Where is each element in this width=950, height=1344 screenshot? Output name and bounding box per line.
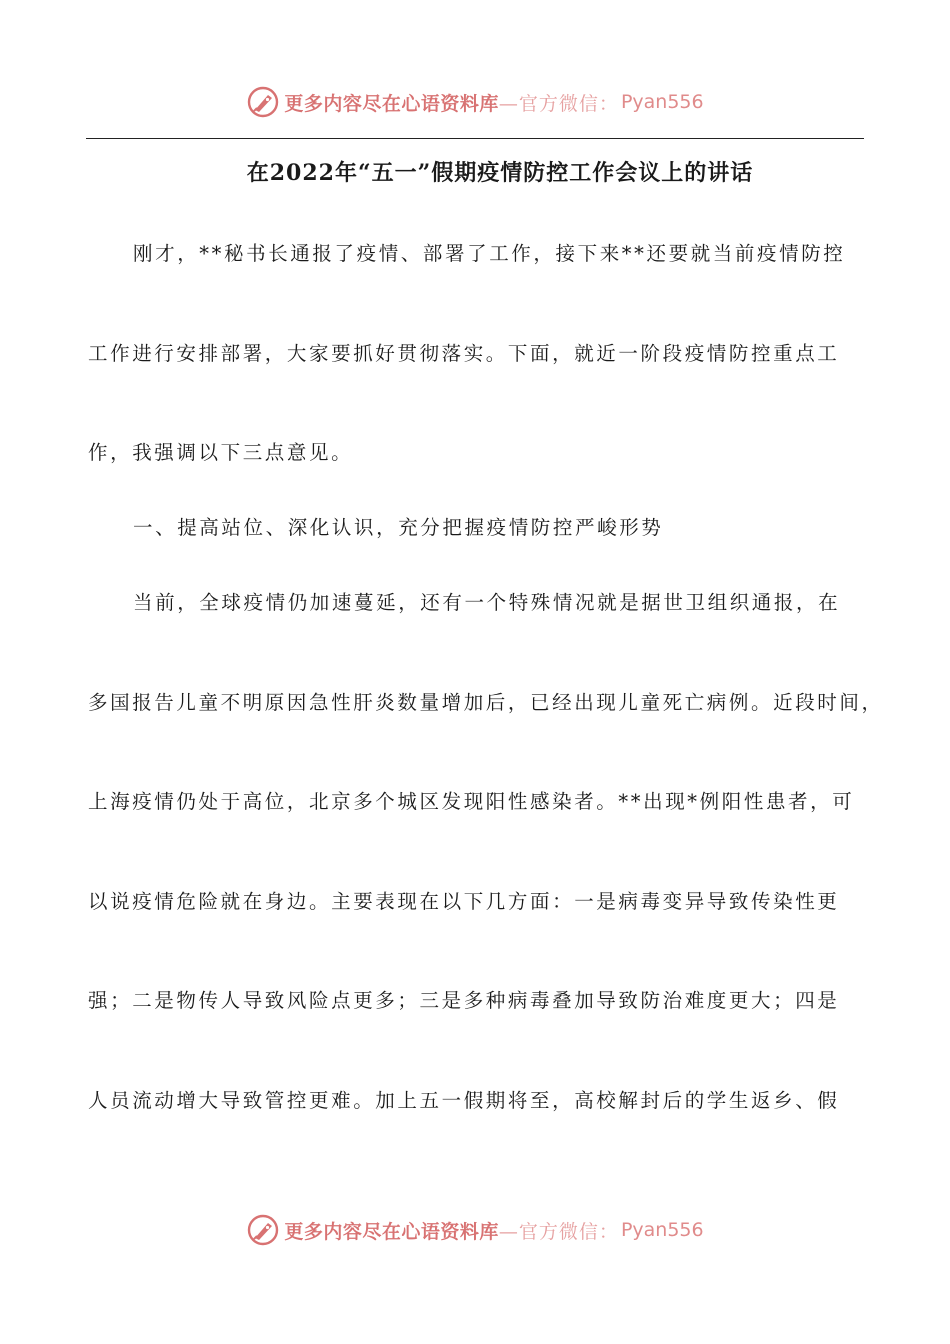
watermark-text: 更多内容尽在心语资料库 bbox=[284, 92, 499, 115]
paragraph-line: 刚才，**秘书长通报了疫情、部署了工作，接下来**还要就当前疫情防控 bbox=[133, 242, 846, 265]
paragraph-line: 当前，全球疫情仍加速蔓延，还有一个特殊情况就是据世卫组织通报，在 bbox=[133, 591, 841, 614]
watermark-text: 更多内容尽在心语资料库 bbox=[284, 1220, 499, 1243]
pen-nib-logo-icon bbox=[246, 1213, 280, 1247]
watermark-handle: Pyan556 bbox=[620, 91, 704, 113]
watermark-handle: Pyan556 bbox=[620, 1219, 704, 1241]
paragraph-line: 人员流动增大导致管控更难。加上五一假期将至，高校解封后的学生返乡、假 bbox=[88, 1089, 840, 1112]
paragraph-line: 强；二是物传人导致风险点更多；三是多种病毒叠加导致防治难度更大；四是 bbox=[88, 989, 840, 1012]
section-heading: 一、提高站位、深化认识，充分把握疫情防控严峻形势 bbox=[133, 516, 664, 539]
watermark-subtext: —官方微信： bbox=[498, 92, 619, 115]
document-title: 在2022年“五一”假期疫情防控工作会议上的讲话 bbox=[246, 160, 754, 186]
header-divider bbox=[86, 138, 864, 139]
paragraph-line: 工作进行安排部署，大家要抓好贯彻落实。下面，就近一阶段疫情防控重点工 bbox=[88, 342, 840, 365]
paragraph-line: 多国报告儿童不明原因急性肝炎数量增加后，已经出现儿童死亡病例。近段时间， bbox=[88, 691, 884, 714]
paragraph-line: 作，我强调以下三点意见。 bbox=[88, 441, 354, 464]
pen-nib-logo-icon bbox=[246, 85, 280, 119]
paragraph-line: 以说疫情危险就在身边。主要表现在以下几方面：一是病毒变异导致传染性更 bbox=[88, 890, 840, 913]
watermark-subtext: —官方微信： bbox=[498, 1220, 619, 1243]
footer-watermark bbox=[0, 1208, 950, 1252]
paragraph-line: 上海疫情仍处于高位，北京多个城区发现阳性感染者。**出现*例阳性患者，可 bbox=[88, 790, 855, 813]
header-watermark bbox=[0, 80, 950, 124]
